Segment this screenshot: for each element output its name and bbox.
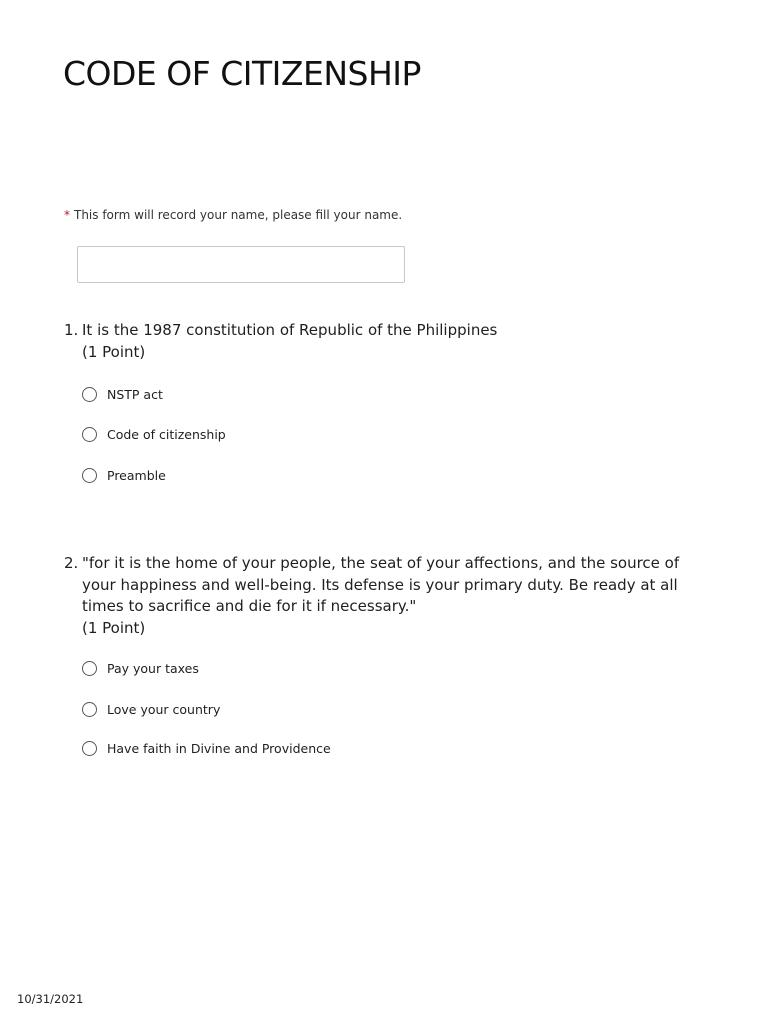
form-title: CODE OF CITIZENSHIP [63,54,421,93]
question-1 [64,320,704,485]
question-2-header [64,553,704,639]
print-date: 10/31/2021 [17,992,84,1006]
option-label: Code of citizenship [107,426,226,442]
question-points: (1 Point) [82,618,146,637]
question-number: 2. [64,554,79,572]
question-2-options [82,658,704,758]
radio-button[interactable] [82,468,97,483]
radio-button[interactable] [82,661,97,676]
option-label: Have faith in Divine and Providence [107,740,331,756]
name-notice [64,208,402,222]
question-points: (1 Point) [82,342,146,361]
radio-button[interactable] [82,702,97,717]
option-label: Pay your taxes [107,660,199,676]
option-preamble[interactable] [82,465,704,485]
option-nstp-act[interactable] [82,384,704,404]
radio-button[interactable] [82,387,97,402]
name-notice-text: This form will record your name, please fill your name. [74,208,403,222]
option-label: Love your country [107,701,221,717]
question-text: It is the 1987 constitution of Republic of the Philippines [82,321,498,339]
option-label: Preamble [107,467,166,483]
radio-button[interactable] [82,427,97,442]
question-number: 1. [64,321,79,339]
question-1-header [64,320,704,363]
option-code-of-citizenship[interactable] [82,424,704,444]
option-label: NSTP act [107,386,163,402]
question-text: "for it is the home of your people, the seat of your affections, and the source of your happiness and well-being. Its defense is your primary duty. Be ready at all times to sacrifice and die for it if necessary." [82,554,680,615]
name-input[interactable] [77,246,405,283]
question-1-options [82,384,704,485]
option-have-faith[interactable] [82,738,704,758]
question-2 [64,553,704,758]
option-love-your-country[interactable] [82,699,704,719]
radio-button[interactable] [82,741,97,756]
required-mark: * [64,208,70,222]
option-pay-your-taxes[interactable] [82,658,704,678]
